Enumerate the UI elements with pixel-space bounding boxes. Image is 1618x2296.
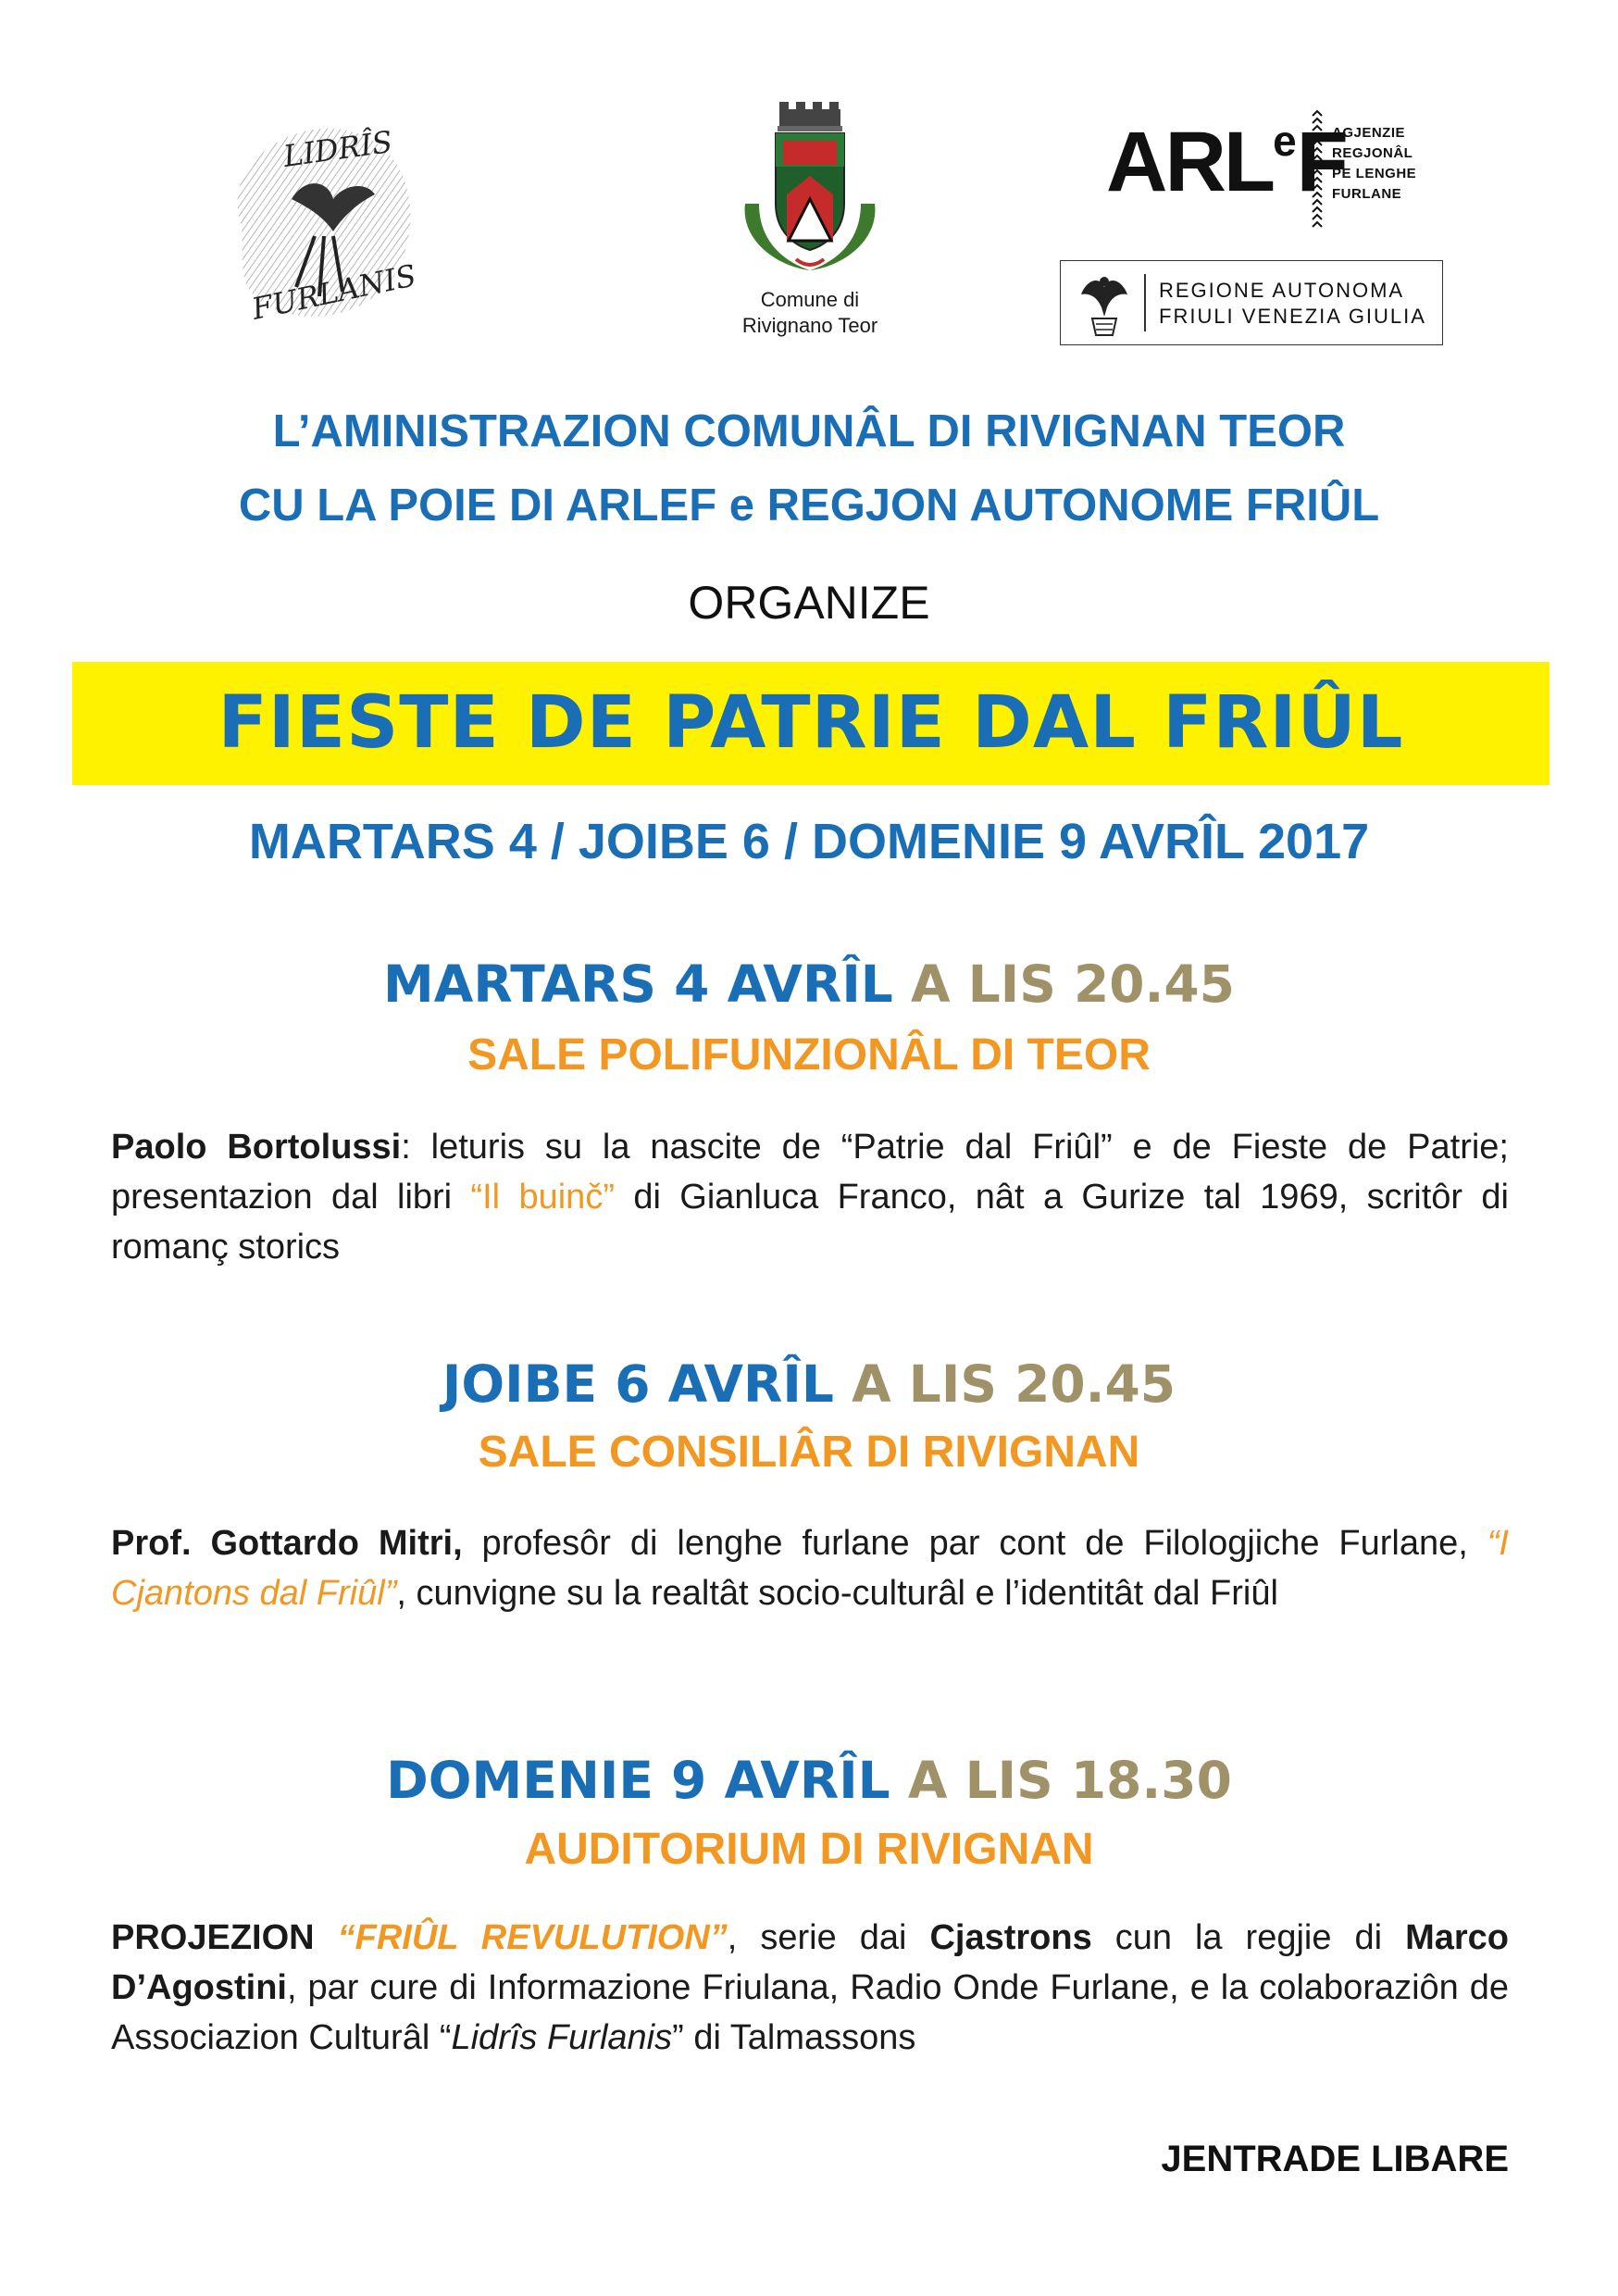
event3-day: DOMENIE 9 AVRÎL	[386, 1751, 890, 1810]
event3-text4: ” di Talmassons	[672, 2018, 916, 2057]
event3-cjastrons: Cjastrons	[929, 1918, 1092, 1957]
regione-fvg-logo	[1060, 260, 1443, 345]
arlef-desc-line2: REGJONÂL	[1332, 145, 1413, 161]
event1-heading	[0, 954, 1618, 1015]
region-name-line2: FRIULI VENEZIA GIULIA	[1159, 305, 1426, 328]
administration-line2: CU LA POIE DI ARLEF e REGJON AUTONOME FRIÛL	[238, 480, 1380, 530]
region-name-line1: REGIONE AUTONOMA	[1159, 279, 1405, 302]
event2-time: A LIS 20.45	[852, 1354, 1176, 1414]
event3-text3: , par cure di Informazione Friulana, Radio Onde Furlane, e la colaboraziôn de Associazion Culturâl “	[111, 1968, 1509, 2057]
lidris-furlanis-logo	[204, 111, 435, 333]
event1-speaker: Paolo Bortolussi	[111, 1128, 402, 1167]
event1-book-title: “Il buinč”	[470, 1178, 615, 1217]
svg-text:FURLANIS: FURLANIS	[248, 257, 419, 327]
arlef-word-e: e	[1273, 117, 1297, 165]
event1-time: A LIS 20.45	[910, 955, 1235, 1014]
event3-description	[111, 1913, 1509, 2063]
event3-film-title: “FRIÛL REVULUTION”	[337, 1918, 728, 1957]
event1-description	[111, 1122, 1509, 1272]
administration-line1: L’AMINISTRAZION COMUNÂL DI RIVIGNAN TEOR	[272, 406, 1346, 456]
arlef-word-f: F	[1296, 115, 1346, 209]
event2-heading	[0, 1354, 1618, 1415]
event2-description	[111, 1518, 1509, 1618]
arlef-wordmark	[1106, 116, 1346, 222]
arlef-logo	[1106, 106, 1458, 227]
event2-text2: , cunvigne su la realtât socio-culturâl e l’identitât dal Friûl	[396, 1574, 1278, 1613]
comune-coat-of-arms	[722, 102, 898, 278]
comune-caption-line1: Comune di	[760, 288, 860, 311]
event1-venue: SALE POLIFUNZIONÂL DI TEOR	[467, 1030, 1151, 1079]
comune-caption-line2: Rivignano Teor	[741, 314, 878, 337]
event-title: FIESTE DE PATRIE DAL FRIÛL	[218, 681, 1404, 765]
region-separator	[1144, 274, 1146, 331]
title-banner	[72, 662, 1550, 785]
arlef-description	[1332, 123, 1416, 205]
region-name	[1159, 278, 1426, 330]
event3-time: A LIS 18.30	[907, 1751, 1232, 1810]
event2-venue: SALE CONSILIÂR DI RIVIGNAN	[478, 1428, 1140, 1477]
arlef-desc-line4: FURLANE	[1332, 186, 1402, 202]
event3-director: Marco D’Agostini	[111, 1918, 1509, 2007]
event2-talk-title: “I Cjantons dal Friûl”	[111, 1524, 1509, 1613]
event3-heading	[0, 1750, 1618, 1811]
event1-text2: di Gianluca Franco, nât a Gurize tal 1969, scritôr di romanç storics	[111, 1178, 1509, 1267]
comune-caption	[666, 287, 953, 339]
event3-association: Lidrîs Furlanis	[451, 2018, 673, 2057]
arlef-desc-line1: AGJENZIE	[1332, 125, 1406, 141]
event3-text2: cun la regjie di	[1091, 1918, 1406, 1957]
event2-day: JOIBE 6 AVRÎL	[442, 1354, 834, 1414]
event3-text1: , serie dai	[727, 1918, 930, 1957]
arlef-desc-line3: PE LENGHE	[1332, 166, 1417, 181]
event2-text1: profesôr di lenghe furlane par cont de Filologjiche Furlane,	[462, 1524, 1487, 1563]
free-entrance-label: JENTRADE LIBARE	[1161, 2139, 1509, 2179]
arlef-chevron-marks-icon	[1312, 110, 1323, 229]
event3-venue: AUDITORIUM DI RIVIGNAN	[524, 1825, 1094, 1874]
event3-lead: PROJEZION	[111, 1918, 338, 1957]
svg-text:LIDRÎS: LIDRÎS	[280, 123, 395, 174]
organize-label: ORGANIZE	[688, 577, 930, 629]
event-dates: MARTARS 4 / JOIBE 6 / DOMENIE 9 AVRÎL 2017	[248, 814, 1370, 869]
event1-day: MARTARS 4 AVRÎL	[383, 955, 893, 1014]
eagle-icon	[1074, 267, 1135, 339]
event1-text1: : leturis su la nascite de “Patrie dal Friûl” e de Fieste de Patrie; presentazion dal libri	[111, 1128, 1509, 1217]
event2-speaker: Prof. Gottardo Mitri,	[111, 1524, 463, 1563]
arlef-word-arl: ARL	[1106, 115, 1274, 209]
